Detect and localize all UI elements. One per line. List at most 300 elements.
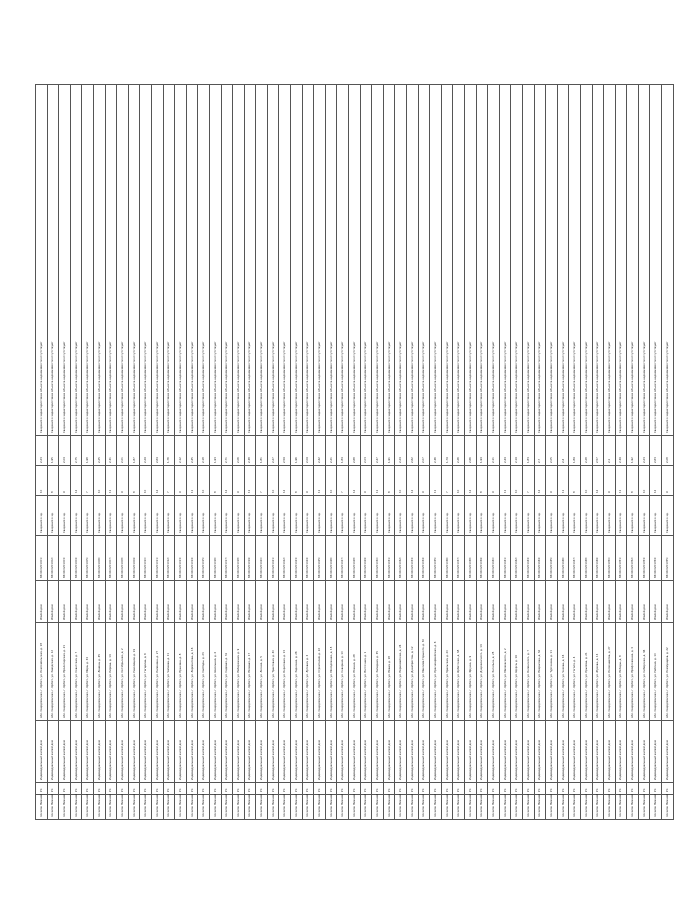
count-cell: 12 (650, 466, 662, 496)
count-cell: 7 (256, 466, 268, 496)
object-cell: Жилой дом (105, 581, 117, 623)
object-cell: Жилой дом (163, 581, 175, 623)
object-cell: Жилой дом (256, 581, 268, 623)
value-cell: 2,27 (267, 436, 279, 466)
settlement-cell: поселок Нижний (650, 795, 662, 820)
info-cell: Сведения о зд. (569, 496, 581, 536)
purpose-cell: Индивидуальный жилой дом (70, 721, 82, 783)
table-row (662, 85, 674, 820)
count-cell: 9 (546, 466, 558, 496)
purpose-cell: Индивидуальный жилой дом (256, 721, 268, 783)
purpose-cell: Индивидуальный жилой дом (464, 721, 476, 783)
characteristics-cell: Сведения о характеристиках объекта недвижимости отсутствуют (70, 85, 82, 436)
characteristics-cell: Сведения о характеристиках объекта недвижимости отсутствуют (105, 85, 117, 436)
value-cell: 2,18 (198, 436, 210, 466)
address-cell: обл. Свердловская, г. Ирбит, ул. Тургенева, д. 11 (546, 623, 558, 721)
table-row (604, 85, 616, 820)
object-cell: Жилой дом (592, 581, 604, 623)
info-cell: Сведения о зд. (36, 496, 48, 536)
cadastral-number-cell: 66:44:0201016: (209, 536, 221, 581)
characteristics-cell: Сведения о характеристиках объекта недвижимости отсутствуют (128, 85, 140, 436)
table-row (186, 85, 198, 820)
characteristics-cell: Сведения о характеристиках объекта недвижимости отсутствуют (267, 85, 279, 436)
purpose-cell: Индивидуальный жилой дом (337, 721, 349, 783)
info-cell: Сведения о зд. (430, 496, 442, 536)
count-cell: 12 (592, 466, 604, 496)
object-cell: Жилой дом (70, 581, 82, 623)
count-cell: 11 (244, 466, 256, 496)
cadastral-number-cell: 66:44:0201047: (569, 536, 581, 581)
count-cell: 11 (314, 466, 326, 496)
characteristics-cell: Сведения о характеристиках объекта недвижимости отсутствуют (499, 85, 511, 436)
type-cell: Ул (395, 783, 407, 795)
characteristics-cell: Сведения о характеристиках объекта недвижимости отсутствуют (93, 85, 105, 436)
info-cell: Сведения о зд. (407, 496, 419, 536)
info-cell: Сведения о зд. (267, 496, 279, 536)
value-cell: 2,06 (233, 436, 245, 466)
info-cell: Сведения о зд. (186, 496, 198, 536)
settlement-cell: поселок Нижний (302, 795, 314, 820)
type-cell: Ул (82, 783, 94, 795)
value-cell: 2,12 (175, 436, 187, 466)
value-cell: 2,57 (592, 436, 604, 466)
address-cell: обл. Свердловская, г. Ирбит, ул. Некрасова, д. 32 (534, 623, 546, 721)
address-cell: обл. Свердловская, г. Ирбит, ул. Чапаева, д. 11 (163, 623, 175, 721)
cadastral-number-cell: 66:44:0201025: (314, 536, 326, 581)
purpose-cell: Индивидуальный жилой дом (592, 721, 604, 783)
cadastral-number-cell: 66:44:0201040: (488, 536, 500, 581)
purpose-cell: Индивидуальный жилой дом (638, 721, 650, 783)
object-cell: Жилой дом (638, 581, 650, 623)
value-cell: 2,75 (70, 436, 82, 466)
count-cell: 9 (302, 466, 314, 496)
purpose-cell: Индивидуальный жилой дом (140, 721, 152, 783)
count-cell: 8 (209, 466, 221, 496)
object-cell: Жилой дом (302, 581, 314, 623)
info-cell: Сведения о зд. (221, 496, 233, 536)
characteristics-cell: Сведения о характеристиках объекта недвижимости отсутствуют (279, 85, 291, 436)
cadastral-number-cell: 66:44:0201032: (395, 536, 407, 581)
value-cell: 1,93 (209, 436, 221, 466)
value-cell: 2,01 (117, 436, 129, 466)
table-row (488, 85, 500, 820)
count-cell: 8 (627, 466, 639, 496)
settlement-cell: поселок Нижний (70, 795, 82, 820)
count-cell: 7 (441, 466, 453, 496)
count-cell: 9 (175, 466, 187, 496)
cadastral-number-cell: 66:44:0201050: (604, 536, 616, 581)
info-cell: Сведения о зд. (209, 496, 221, 536)
purpose-cell: Индивидуальный жилой дом (476, 721, 488, 783)
type-cell: Ул (372, 783, 384, 795)
object-cell: Жилой дом (383, 581, 395, 623)
settlement-cell: поселок Нижний (140, 795, 152, 820)
table-row (499, 85, 511, 820)
object-cell: Жилой дом (186, 581, 198, 623)
address-cell: обл. Свердловская, г. Ирбит, ул. Жукова, д. 13 (592, 623, 604, 721)
cadastral-number-cell: 66:44:0201004: (70, 536, 82, 581)
settlement-cell: поселок Нижний (291, 795, 303, 820)
info-cell: Сведения о зд. (233, 496, 245, 536)
object-cell: Жилой дом (267, 581, 279, 623)
object-cell: Жилой дом (82, 581, 94, 623)
table-row (546, 85, 558, 820)
type-cell: Ул (534, 783, 546, 795)
count-cell: 12 (70, 466, 82, 496)
table-row (93, 85, 105, 820)
cadastral-number-cell: 66:44:0201014: (186, 536, 198, 581)
purpose-cell: Индивидуальный жилой дом (36, 721, 48, 783)
type-cell: Ул (47, 783, 59, 795)
info-cell: Сведения о зд. (662, 496, 674, 536)
cadastral-number-cell: 66:44:0201039: (476, 536, 488, 581)
value-cell: 1,89 (569, 436, 581, 466)
count-cell: 10 (267, 466, 279, 496)
characteristics-cell: Сведения о характеристиках объекта недвижимости отсутствуют (488, 85, 500, 436)
object-cell: Жилой дом (395, 581, 407, 623)
table-row (522, 85, 534, 820)
characteristics-cell: Сведения о характеристиках объекта недвижимости отсутствуют (407, 85, 419, 436)
object-cell: Жилой дом (314, 581, 326, 623)
info-cell: Сведения о зд. (615, 496, 627, 536)
info-cell: Сведения о зд. (592, 496, 604, 536)
info-cell: Сведения о зд. (476, 496, 488, 536)
cadastral-number-cell: 66:44:0201008: (117, 536, 129, 581)
type-cell: Ул (186, 783, 198, 795)
table-row (476, 85, 488, 820)
purpose-cell: Индивидуальный жилой дом (383, 721, 395, 783)
characteristics-cell: Сведения о характеристиках объекта недвижимости отсутствуют (383, 85, 395, 436)
cadastral-number-cell: 66:44:0201001: (36, 536, 48, 581)
object-cell: Жилой дом (175, 581, 187, 623)
value-cell: 2,47 (372, 436, 384, 466)
type-cell: Ул (349, 783, 361, 795)
address-cell: обл. Свердловская, г. Ирбит, ул. Пролетарская, д. 21 (59, 623, 71, 721)
characteristics-cell: Сведения о характеристиках объекта недвижимости отсутствуют (221, 85, 233, 436)
characteristics-cell: Сведения о характеристиках объекта недвижимости отсутствуют (175, 85, 187, 436)
info-cell: Сведения о зд. (418, 496, 430, 536)
address-cell: обл. Свердловская, г. Ирбит, ул. Рабочая, д. 10 (650, 623, 662, 721)
count-cell: 8 (47, 466, 59, 496)
cadastral-number-cell: 66:44:0201030: (372, 536, 384, 581)
purpose-cell: Индивидуальный жилой дом (360, 721, 372, 783)
object-cell: Жилой дом (546, 581, 558, 623)
settlement-cell: поселок Нижний (430, 795, 442, 820)
address-cell: обл. Свердловская, г. Ирбит, ул. Октябрьская, д. 2 (117, 623, 129, 721)
info-cell: Сведения о зд. (638, 496, 650, 536)
type-cell: Ул (511, 783, 523, 795)
settlement-cell: поселок Нижний (441, 795, 453, 820)
type-cell: Ул (140, 783, 152, 795)
object-cell: Жилой дом (93, 581, 105, 623)
type-cell: Ул (407, 783, 419, 795)
characteristics-cell: Сведения о характеристиках объекта недвижимости отсутствуют (209, 85, 221, 436)
settlement-cell: поселок Нижний (407, 795, 419, 820)
table-row (383, 85, 395, 820)
settlement-cell: поселок Нижний (163, 795, 175, 820)
purpose-cell: Индивидуальный жилой дом (291, 721, 303, 783)
type-cell: Ул (557, 783, 569, 795)
type-cell: Ул (418, 783, 430, 795)
value-cell: 2,11 (488, 436, 500, 466)
characteristics-cell: Сведения о характеристиках объекта недвижимости отсутствуют (163, 85, 175, 436)
cadastral-number-cell: 66:44:0201027: (337, 536, 349, 581)
characteristics-cell: Сведения о характеристиках объекта недвижимости отсутствуют (650, 85, 662, 436)
address-cell: обл. Свердловская, г. Ирбит, ул. Фрунзе, д. 9 (464, 623, 476, 721)
settlement-cell: поселок Нижний (604, 795, 616, 820)
info-cell: Сведения о зд. (302, 496, 314, 536)
settlement-cell: поселок Нижний (209, 795, 221, 820)
type-cell: Ул (93, 783, 105, 795)
cadastral-number-cell: 66:44:0201042: (511, 536, 523, 581)
settlement-cell: поселок Нижний (93, 795, 105, 820)
address-cell: обл. Свердловская, г. Ирбит, ул. Молодёжная, д. 15 (325, 623, 337, 721)
type-cell: Ул (580, 783, 592, 795)
characteristics-cell: Сведения о характеристиках объекта недвижимости отсутствуют (198, 85, 210, 436)
cadastral-number-cell: 66:44:0201048: (580, 536, 592, 581)
value-cell: 1,84 (337, 436, 349, 466)
settlement-cell: поселок Нижний (186, 795, 198, 820)
characteristics-cell: Сведения о характеристиках объекта недвижимости отсутствуют (395, 85, 407, 436)
purpose-cell: Индивидуальный жилой дом (395, 721, 407, 783)
info-cell: Сведения о зд. (511, 496, 523, 536)
purpose-cell: Индивидуальный жилой дом (163, 721, 175, 783)
type-cell: Ул (615, 783, 627, 795)
type-cell: Ул (522, 783, 534, 795)
cadastral-number-cell: 66:44:0201036: (441, 536, 453, 581)
object-cell: Жилой дом (522, 581, 534, 623)
table-row (627, 85, 639, 820)
table-row (221, 85, 233, 820)
cadastral-number-cell: 66:44:0201011: (151, 536, 163, 581)
object-cell: Жилой дом (476, 581, 488, 623)
type-cell: Ул (59, 783, 71, 795)
characteristics-cell: Сведения о характеристиках объекта недвижимости отсутствуют (546, 85, 558, 436)
purpose-cell: Индивидуальный жилой дом (279, 721, 291, 783)
object-cell: Жилой дом (59, 581, 71, 623)
info-cell: Сведения о зд. (627, 496, 639, 536)
address-cell: обл. Свердловская, г. Ирбит, ул. Западная, д. 35 (372, 623, 384, 721)
value-cell: 1,96 (291, 436, 303, 466)
value-cell: 2,03 (360, 436, 372, 466)
settlement-cell: поселок Нижний (233, 795, 245, 820)
value-cell: 2,31 (105, 436, 117, 466)
type-cell: Ул (302, 783, 314, 795)
purpose-cell: Индивидуальный жилой дом (615, 721, 627, 783)
address-cell: обл. Свердловская, г. Ирбит, ул. Набережная, д. 9 (233, 623, 245, 721)
settlement-cell: поселок Нижний (267, 795, 279, 820)
object-cell: Жилой дом (198, 581, 210, 623)
cadastral-number-cell: 66:44:0201009: (128, 536, 140, 581)
value-cell: 2,71 (221, 436, 233, 466)
table-row (325, 85, 337, 820)
address-cell: обл. Свердловская, г. Ирбит, ул. Уральская, д. 20 (441, 623, 453, 721)
purpose-cell: Индивидуальный жилой дом (151, 721, 163, 783)
type-cell: Ул (209, 783, 221, 795)
settlement-cell: поселок Нижний (117, 795, 129, 820)
purpose-cell: Индивидуальный жилой дом (117, 721, 129, 783)
characteristics-cell: Сведения о характеристиках объекта недвижимости отсутствуют (534, 85, 546, 436)
value-cell: 2,25 (93, 436, 105, 466)
settlement-cell: поселок Нижний (592, 795, 604, 820)
settlement-cell: поселок Нижний (314, 795, 326, 820)
object-cell: Жилой дом (209, 581, 221, 623)
object-cell: Жилой дом (569, 581, 581, 623)
value-cell: 2,7 (534, 436, 546, 466)
value-cell: 2,24 (395, 436, 407, 466)
purpose-cell: Индивидуальный жилой дом (569, 721, 581, 783)
cadastral-number-cell: 66:44:0201017: (221, 536, 233, 581)
purpose-cell: Индивидуальный жилой дом (604, 721, 616, 783)
info-cell: Сведения о зд. (291, 496, 303, 536)
settlement-cell: поселок Нижний (499, 795, 511, 820)
table-row (557, 85, 569, 820)
purpose-cell: Индивидуальный жилой дом (430, 721, 442, 783)
info-cell: Сведения о зд. (499, 496, 511, 536)
purpose-cell: Индивидуальный жилой дом (499, 721, 511, 783)
address-cell: обл. Свердловская, г. Ирбит, ул. Революции, д. 19 (128, 623, 140, 721)
table-row (279, 85, 291, 820)
table-row (70, 85, 82, 820)
address-cell: обл. Свердловская, г. Ирбит, ул. Советская, д. 7 (70, 623, 82, 721)
purpose-cell: Индивидуальный жилой дом (407, 721, 419, 783)
characteristics-cell: Сведения о характеристиках объекта недвижимости отсутствуют (418, 85, 430, 436)
cadastral-number-cell: 66:44:0201044: (534, 536, 546, 581)
object-cell: Жилой дом (418, 581, 430, 623)
value-cell: 1,94 (476, 436, 488, 466)
type-cell: Ул (488, 783, 500, 795)
characteristics-cell: Сведения о характеристиках объекта недвижимости отсутствуют (151, 85, 163, 436)
table-row (82, 85, 94, 820)
cadastral-number-cell: 66:44:0201006: (93, 536, 105, 581)
value-cell: 2,08 (662, 436, 674, 466)
table-row (534, 85, 546, 820)
cadastral-number-cell: 66:44:0201023: (291, 536, 303, 581)
table-row (349, 85, 361, 820)
info-cell: Сведения о зд. (534, 496, 546, 536)
count-cell: 12 (279, 466, 291, 496)
object-cell: Жилой дом (604, 581, 616, 623)
cadastral-number-cell: 66:44:0201053: (638, 536, 650, 581)
table-row (418, 85, 430, 820)
value-cell: 2,21 (325, 436, 337, 466)
characteristics-cell: Сведения о характеристиках объекта недвижимости отсутствуют (59, 85, 71, 436)
count-cell: 10 (453, 466, 465, 496)
table-row (453, 85, 465, 820)
settlement-cell: поселок Нижний (383, 795, 395, 820)
table-row (59, 85, 71, 820)
purpose-cell: Индивидуальный жилой дом (128, 721, 140, 783)
purpose-cell: Индивидуальный жилой дом (372, 721, 384, 783)
info-cell: Сведения о зд. (93, 496, 105, 536)
cadastral-number-cell: 66:44:0201022: (279, 536, 291, 581)
info-cell: Сведения о зд. (522, 496, 534, 536)
info-cell: Сведения о зд. (580, 496, 592, 536)
table-row (441, 85, 453, 820)
characteristics-cell: Сведения о характеристиках объекта недвижимости отсутствуют (522, 85, 534, 436)
table-row (47, 85, 59, 820)
value-cell: 2,09 (302, 436, 314, 466)
address-cell: обл. Свердловская, г. Ирбит, ул. Лесная, д. 5 (256, 623, 268, 721)
count-cell: 9 (488, 466, 500, 496)
table-row (175, 85, 187, 820)
count-cell: 8 (128, 466, 140, 496)
count-cell: 8 (383, 466, 395, 496)
count-cell: 10 (36, 466, 48, 496)
count-cell: 12 (151, 466, 163, 496)
cadastral-number-cell: 66:44:0201020: (256, 536, 268, 581)
address-cell: обл. Свердловская, г. Ирбит, ул. Пушкина, д. 8 (175, 623, 187, 721)
type-cell: Ул (476, 783, 488, 795)
settlement-cell: поселок Нижний (244, 795, 256, 820)
object-cell: Жилой дом (325, 581, 337, 623)
count-cell: 10 (395, 466, 407, 496)
count-cell: 9 (662, 466, 674, 496)
settlement-cell: поселок Нижний (279, 795, 291, 820)
table-row (128, 85, 140, 820)
type-cell: Ул (650, 783, 662, 795)
cadastral-number-cell: 66:44:0201018: (233, 536, 245, 581)
info-cell: Сведения о зд. (47, 496, 59, 536)
count-cell: 8 (569, 466, 581, 496)
table-row (302, 85, 314, 820)
purpose-cell: Индивидуальный жилой дом (209, 721, 221, 783)
purpose-cell: Индивидуальный жилой дом (453, 721, 465, 783)
type-cell: Ул (163, 783, 175, 795)
type-cell: Ул (325, 783, 337, 795)
cadastral-number-cell: 66:44:0201031: (383, 536, 395, 581)
purpose-cell: Индивидуальный жилой дом (186, 721, 198, 783)
characteristics-cell: Сведения о характеристиках объекта недвижимости отсутствуют (140, 85, 152, 436)
type-cell: Ул (117, 783, 129, 795)
settlement-cell: поселок Нижний (82, 795, 94, 820)
info-cell: Сведения о зд. (256, 496, 268, 536)
table-row (650, 85, 662, 820)
count-cell: 7 (522, 466, 534, 496)
object-cell: Жилой дом (453, 581, 465, 623)
type-cell: Ул (569, 783, 581, 795)
cadastral-number-cell: 66:44:0201041: (499, 536, 511, 581)
table-row (372, 85, 384, 820)
characteristics-cell: Сведения о характеристиках объекта недвижимости отсутствуют (569, 85, 581, 436)
settlement-cell: поселок Нижний (453, 795, 465, 820)
type-cell: Ул (291, 783, 303, 795)
count-cell: 12 (349, 466, 361, 496)
purpose-cell: Индивидуальный жилой дом (244, 721, 256, 783)
object-cell: Жилой дом (221, 581, 233, 623)
count-cell: 11 (105, 466, 117, 496)
address-cell: обл. Свердловская, г. Ирбит, ул. Лермонтова, д. 16 (186, 623, 198, 721)
info-cell: Сведения о зд. (488, 496, 500, 536)
table-row (105, 85, 117, 820)
count-cell: 7 (82, 466, 94, 496)
object-cell: Жилой дом (337, 581, 349, 623)
settlement-cell: поселок Нижний (59, 795, 71, 820)
count-cell: 9 (360, 466, 372, 496)
object-cell: Жилой дом (233, 581, 245, 623)
object-cell: Жилой дом (615, 581, 627, 623)
info-cell: Сведения о зд. (337, 496, 349, 536)
settlement-cell: поселок Нижний (488, 795, 500, 820)
characteristics-cell: Сведения о характеристиках объекта недвижимости отсутствуют (314, 85, 326, 436)
value-cell: 1,83 (522, 436, 534, 466)
purpose-cell: Индивидуальный жилой дом (534, 721, 546, 783)
info-cell: Сведения о зд. (349, 496, 361, 536)
address-cell: обл. Свердловская, г. Ирбит, ул. Гагарина, д. 6 (140, 623, 152, 721)
count-cell: 9 (604, 466, 616, 496)
cadastral-number-cell: 66:44:0201046: (557, 536, 569, 581)
value-cell: 2,36 (430, 436, 442, 466)
